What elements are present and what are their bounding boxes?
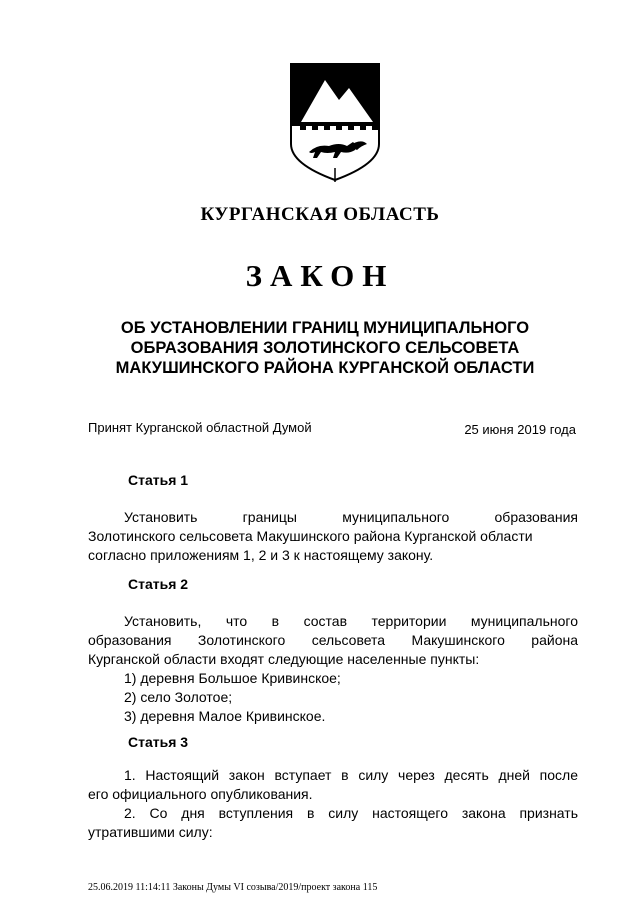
document-type: ЗАКОН: [245, 258, 395, 293]
text-line: Установить, что в состав территории муниципального: [124, 613, 578, 629]
list-item: 2) село Золотое;: [124, 689, 233, 705]
text-line: Курганской области входят следующие населенные пункты:: [88, 651, 480, 667]
article-3-text: [88, 766, 578, 842]
article-1-heading: Статья 1: [128, 472, 189, 488]
article-3-heading: Статья 3: [128, 734, 189, 750]
list-item: 3) деревня Малое Кривинское.: [124, 708, 326, 724]
law-title-line: ОБРАЗОВАНИЯ ЗОЛОТИНСКОГО СЕЛЬСОВЕТА: [130, 339, 520, 357]
article-2-text: [88, 612, 578, 726]
text-line: 2. Со дня вступления в силу настоящего закона признать: [124, 805, 578, 821]
region-name: КУРГАНСКАЯ ОБЛАСТЬ: [200, 204, 440, 225]
text-line: 1. Настоящий закон вступает в силу через десять дней после: [124, 767, 578, 783]
adopted-date: 25 июня 2019 года: [464, 422, 576, 437]
text-line: утратившими силу:: [88, 824, 213, 840]
coat-of-arms-icon: [287, 60, 383, 184]
adopted-by: Принят Курганской областной Думой: [88, 420, 312, 435]
text-line: образования Золотинского сельсовета Макушинского района: [88, 632, 578, 648]
text-line: Золотинского сельсовета Макушинского района Курганской области: [88, 528, 533, 544]
article-2-heading: Статья 2: [128, 576, 189, 592]
article-1-text: [88, 508, 578, 565]
footer-stamp: 25.06.2019 11:14:11 Законы Думы VI созыва/2019/проект закона 115: [88, 882, 378, 893]
text-line: его официального опубликования.: [88, 786, 313, 802]
law-title-line: МАКУШИНСКОГО РАЙОНА КУРГАНСКОЙ ОБЛАСТИ: [115, 359, 535, 377]
text-line: согласно приложениям 1, 2 и 3 к настоящему закону.: [88, 547, 434, 563]
law-title: [60, 318, 590, 378]
text-line: Установить границы муниципального образования: [124, 509, 578, 525]
list-item: 1) деревня Большое Кривинское;: [124, 670, 341, 686]
law-title-line: ОБ УСТАНОВЛЕНИИ ГРАНИЦ МУНИЦИПАЛЬНОГО: [120, 319, 530, 337]
